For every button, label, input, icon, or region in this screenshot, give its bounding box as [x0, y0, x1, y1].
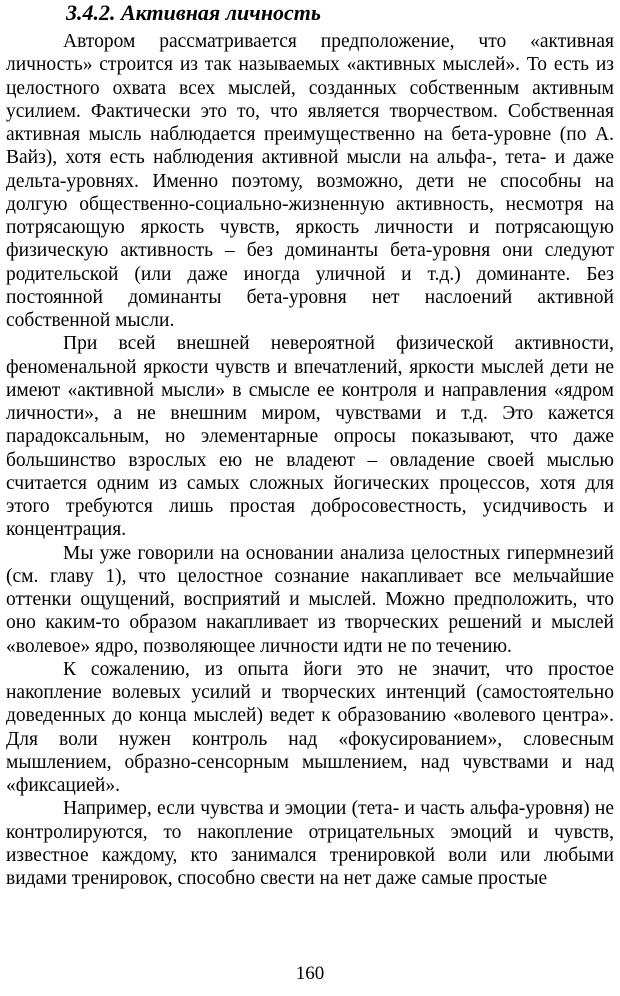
paragraph: При всей внешней невероятной физической активности, феноменальной яркости чувств и впечатлений, яркости мыслей дети не имеют «активной мысли» в смысле ее контроля и направления «ядром личности», а не внешним миром, чувствами и т.д. Это кажется парадоксальным, но элементарные опросы показывают, что даже большинство взрослых ею не владеют – овладение своей мыслью считается одним из самых сложных йогических процессов, хотя для этого требуются лишь простая добросовестность, усидчивость и концентрация. — [6, 333, 614, 541]
paragraph: Мы уже говорили на основании анализа целостных гипермнезий (см. главу 1), что целостное сознание накапливает все мельчайшие оттенки ощущений, восприятий и мыслей. Можно предположить, что оно каким-то образом накапливает из творческих решений и мыслей «волевое» ядро, позволяющее личности идти не по течению. — [6, 542, 614, 657]
paragraph: К сожалению, из опыта йоги это не значит, что простое накопление волевых усилий и творческих интенций (самостоятельно доведенных до конца мыслей) ведет к образованию «волевого центра». Для воли нужен контроль над «фокусированием», словесным мышлением, образно-сенсорным мышлением, над чувствами и над «фиксацией». — [6, 658, 614, 796]
section-heading: 3.4.2. Активная личность — [66, 0, 321, 25]
paragraph: Например, если чувства и эмоции (тета- и часть альфа-уровня) не контролируются, то накопление отрицательных эмоций и чувств, известное каждому, кто занимался тренировкой воли или любыми видами тренировок, способно свести на нет даже самые простые — [6, 798, 614, 889]
body-text — [6, 30, 614, 890]
paragraph: Автором рассматривается предположение, что «активная личность» строится из так называемых «активных мыслей». То есть из целостного охвата всех мыслей, созданных собственным активным усилием. Фактически это то, что является творчеством. Собственная активная мысль наблюдается преимущественно на бета-уровне (по А. Вайз), хотя есть наблюдения активной мысли на альфа-, тета- и даже дельта-уровнях. Именно поэтому, возможно, дети не способны на долгую общественно-социально-жизненную активность, несмотря на потрясающую яркость чувств, яркость личности и потрясающую физическую активность – без доминанты бета-уровня они следуют родительской (или даже иногда уличной и т.д.) доминанте. Без постоянной доминанты бета-уровня нет наслоений активной собственной мысли. — [6, 31, 614, 331]
page-number: 160 — [295, 963, 325, 984]
